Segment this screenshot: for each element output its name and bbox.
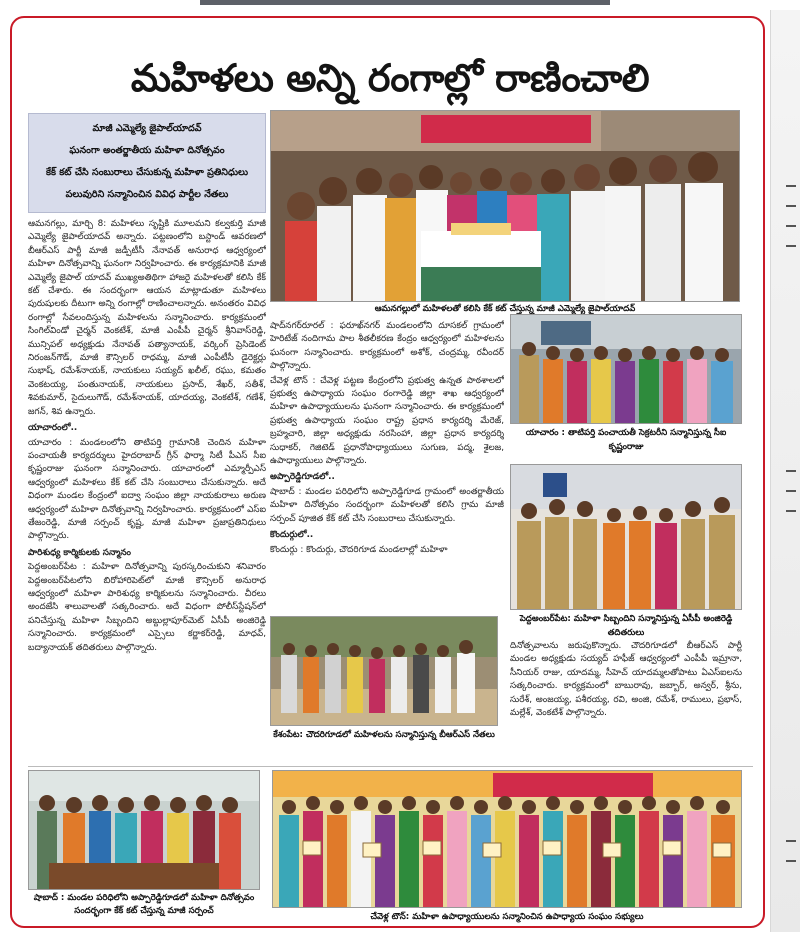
main-photo-caption: ఆమనగల్లులో మహిళలతో కలిసి కేక్ కట్ చేస్తున్న మాజీ ఎమ్మెల్యే జైపాల్‌యాదవ్ — [374, 304, 636, 314]
section-paragraph: షాబాద్ : మండల పరిధిలోని అప్పారెడ్డిగూడ గ్రామంలో అంతర్జాతీయ మహిళా దినోత్సవం సందర్భంగా మహిళలతో కలిసి గ్రామ మాజీ సర్పంచ్ పూజిత కేక్ కట్ చేసి సంబురాలు చేసుకున్నారు. — [270, 486, 504, 524]
chevella-photo-caption: చేవెళ్ల టౌన్: మహిళా ఉపాధ్యాయులను సన్మానించిన ఉపాధ్యాయ సంఘం సభ్యులు — [370, 912, 644, 922]
section-paragraph: యాచారం : మండలంలోని తాటిపర్తి గ్రామానికి చెందిన మహిళా పంచాయతీ కార్యదర్శులు హైదరాబాద్ గ్రీన్ ఫార్మా సిటీ పీఎస్ సీఐ కృష్ణంరాజు ఘనంగా సన్మానించారు. యాచారంలో ఎమ్మార్పీఎస్ ఆధ్వర్యంలో మహిళలు కేక్ కట్ చేసి సంబురాలు చేసుకున్నారు. అదే విధంగా మండల కేంద్రంలో ఐద్వా సంఘం జిల్లా నాయకురాలు అరుణ ఆధ్వర్యంలో మహిళా దినోత్సవాన్ని నిర్వహించారు. కార్యక్రమంలో ఎస్ఐ తేజంరెడ్డి, మాజీ సర్పంచ్ కృష్ణ, మాజీ మహిళా ప్రజాప్రతినిధులు పాల్గొన్నారు. — [28, 437, 266, 542]
shabad-photo-caption: షాబాద్ : మండల పరిధిలోని అప్పారెడ్డిగూడలో మహిళా దినోత్సవం సందర్భంగా కేక్ కట్ చేస్తున్న మాజీ సర్పంచ్ — [33, 893, 255, 916]
adjacent-text-mark — [786, 860, 796, 862]
section-paragraph: కొందుర్గు : కొందుర్గు, చౌదరిగూడ మండలాల్లో మహిళా — [270, 544, 448, 555]
right-text-column — [510, 640, 742, 764]
adjacent-text-mark — [786, 840, 796, 842]
article-card — [10, 16, 765, 928]
subhead-box — [28, 113, 266, 213]
police-photo — [510, 464, 742, 610]
section-paragraph: దినోత్సవాలను జరుపుకొన్నారు. చౌదరిగూడలో బీఆర్ఎస్ పార్టీ మండల అధ్యక్షుడు సయ్యద్ హఫీజ్ ఆధ్వర్యంలో ఎంపీపీ ఇమ్రానా, సీనియర్ రాజు, యాదమ్మ, సీహెచ్ యాదమ్మలతోపాటు ఏఎస్ఐలను సత్కరించారు. కార్యక్రమంలో బాబురావు, జబ్బార్, అన్వర్, శ్రీను, సురేశ్, అంజయ్య, పశీరయ్య, రవి, అంజి, రమేశ్, రాములు, ప్రభాస్, మల్లేశ్, వెంకటేశ్ పాల్గొన్నారు. — [510, 641, 742, 719]
section-title: కొందుర్గులో.. — [270, 530, 314, 541]
adjacent-text-mark — [786, 185, 796, 187]
main-photo — [270, 110, 740, 302]
middle-text-column — [270, 320, 504, 622]
section-title: అప్పారెడ్డిగూడలో.. — [270, 472, 335, 483]
shabad-photo — [28, 770, 260, 890]
adjacent-text-mark — [786, 245, 796, 247]
yacharam-photo — [510, 314, 742, 424]
adjacent-text-mark — [786, 205, 796, 207]
section-paragraph: పెద్దఅంబర్‌పేట : మహిళా దినోత్సవాన్ని పురస్కరించుకుని శనివారం పెద్దఅంబర్‌పేటలోని బిరోహారిపెట్‌లో మాజీ కౌన్సిలర్ అనురాధ ఆధ్వర్యంలో మహిళా పారిశుధ్య కార్మికులను సన్మానించారు. చీరలు అందజేసి శాలువాలతో సత్కరించారు. అదే విధంగా పోలీస్‌స్టేషన్‌లో పనిచేస్తున్న మహిళా సిబ్బందిని అబ్దుల్లాపూర్‌మెట్ ఏసీపీ అంజిరెడ్డి సన్మానించారు. కార్యక్రమంలో ఎస్సైలు కర్ణాకర్‌రెడ్డి, మాధవ్, బద్యానాయక్ తదితరులు పాల్గొన్నారు. — [28, 562, 266, 653]
keshampet-photo-caption: కేశంపేట: చౌదరిగూడలో మహిళలను సన్మానిస్తున్న బీఆర్ఎస్ నేతలు — [273, 730, 495, 740]
article-headline: మహిళలు అన్ని రంగాల్లో రాణించాలి — [130, 55, 650, 100]
yacharam-photo-caption: యాచారం : తాటిపర్తి పంచాయతీ సెక్రటరీని సన్మానిస్తున్న సీఐ కృష్ణంరాజు — [525, 428, 727, 452]
left-text-column — [28, 218, 266, 766]
intro-paragraph: ఆమనగల్లు, మార్చి 8: మహిళలు సృష్టికి మూలమని కల్వకుర్తి మాజీ ఎమ్మెల్యే జైపాల్‌యాదవ్ అన్నారు. పట్టణంలోని బస్టాండ్ ఆవరణలో బీఆర్ఎస్ పార్టీ మాజీ జడ్పీటీసీ నేనావత్ అనురాధ ఆధ్వర్యంలో మహిళా దినోత్సవాన్ని ఘనంగా నిర్వహించారు. ఈ కార్యక్రమానికి మాజీ ఎమ్మెల్యే జైపాల్ యాదవ్ ముఖ్యఅతిథిగా హాజరై మహిళలతో కలిసి కేక్ కట్ చేశారు. ఈ సందర్భంగా ఆయన మాట్లాడుతూ మహిళలు పురుషులకు దీటుగా అన్ని రంగాల్లో రాణించాలన్నారు. అనంతరం వివిధ రంగాల్లో సేవలందిస్తున్న మహిళలను సన్మానించారు. కార్యక్రమంలో సింగిల్‌విండో చైర్మన్ వెంకటేశ్, మాజీ ఎంపీపీ చైర్మన్ శ్రీనివాస్‌రెడ్డి, మున్సిపల్ అధ్యక్షుడు నేనావత్ పత్యానాయక్, వర్కింగ్ ప్రెసిడెంట్ నిరంజన్‌గౌడ్, మాజీ కౌన్సిలర్ రాధమ్మ, మాజీ ఎంపీటీసీ డైరెక్టర్లు సుభాష్, రమేశ్‌నాయక్, నాయకులు సయ్యద్ ఖలీల్, రఘు, కమతం వెంకటయ్య, పంతునాయక్, నాయకులు ప్రసాద్, శేఖర్, సతీశ్, శివకుమార్, సైదులుగౌడ్, రమేశ్‌నాయక్, యాదయ్య, వెంకటేశ్, గణేశ్, జగన్, శివ ఉన్నారు. — [28, 219, 266, 417]
adjacent-text-mark — [786, 510, 796, 512]
subhead-line: పలువురిని సన్మానించిన వివిధ పార్టీల నేతలు — [65, 189, 229, 200]
row-divider — [28, 766, 753, 767]
adjacent-text-mark — [786, 490, 796, 492]
subhead-line: కేక్ కట్ చేసి సంబురాలు చేసుకున్న మహిళా ప్రతినిధులు — [46, 167, 248, 178]
adjacent-text-mark — [786, 470, 796, 472]
police-photo-caption: పెద్దఅంబర్‌పేట: మహిళా సిబ్బందిని సన్మానిస్తున్న ఏసీపీ అంజిరెడ్డి తదితరులు — [519, 614, 733, 638]
subhead-line: ఘనంగా అంతర్జాతీయ మహిళా దినోత్సవం — [69, 145, 225, 156]
subhead-line: మాజీ ఎమ్మెల్యే జైపాల్‌యాదవ్ — [92, 123, 202, 134]
section-paragraph: చేవెళ్ల టౌన్ : చేవెళ్ల పట్టణ కేంద్రంలోని ప్రభుత్వ ఉన్నత పాఠశాలలో ప్రభుత్వ ఉపాధ్యాయ సంఘం రంగారెడ్డి జిల్లా శాఖ ఆధ్వర్యంలో మహిళా ఉపాధ్యాయులను ఘనంగా సన్మానించారు. ఈ కార్యక్రమంలో ప్రభుత్వ ఉపాధ్యాయ సంఘం రాష్ట్ర ప్రధాన కార్యదర్శి మేరెజ్, బ్రహ్మచారి, జిల్లా అధ్యక్షుడు నరసింహా, జిల్లా ప్రధాన కార్యదర్శి సుధాకర్, గెజిటెడ్ ప్రధానోపాధ్యాయులు సుగుణ, పద్మ, శైలజ, ఉపాధ్యాయులు పాల్గొన్నారు. — [270, 375, 504, 467]
chevella-photo — [272, 770, 742, 908]
section-title: యాచారంలో.. — [28, 423, 78, 434]
adjacent-text-mark — [786, 225, 796, 227]
section-paragraph: షాద్‌నగర్‌రూరల్ : ఫరూఖ్‌నగర్ మండలంలోని దూసకల్ గ్రామంలో హెరిటేజ్ నందిగామ పాల శీతలీకరణ కేంద్రం ఆధ్వర్యంలో మహిళలను ఘనంగా సన్మానించారు. కార్యక్రమంలో అశోక్, చంద్రమ్మ, రవీందర్ పాల్గొన్నారు. — [270, 321, 504, 372]
keshampet-photo — [270, 616, 498, 726]
top-bar — [200, 0, 610, 5]
section-title: పారిశుధ్య కార్మికులకు సన్మానం — [28, 547, 131, 558]
